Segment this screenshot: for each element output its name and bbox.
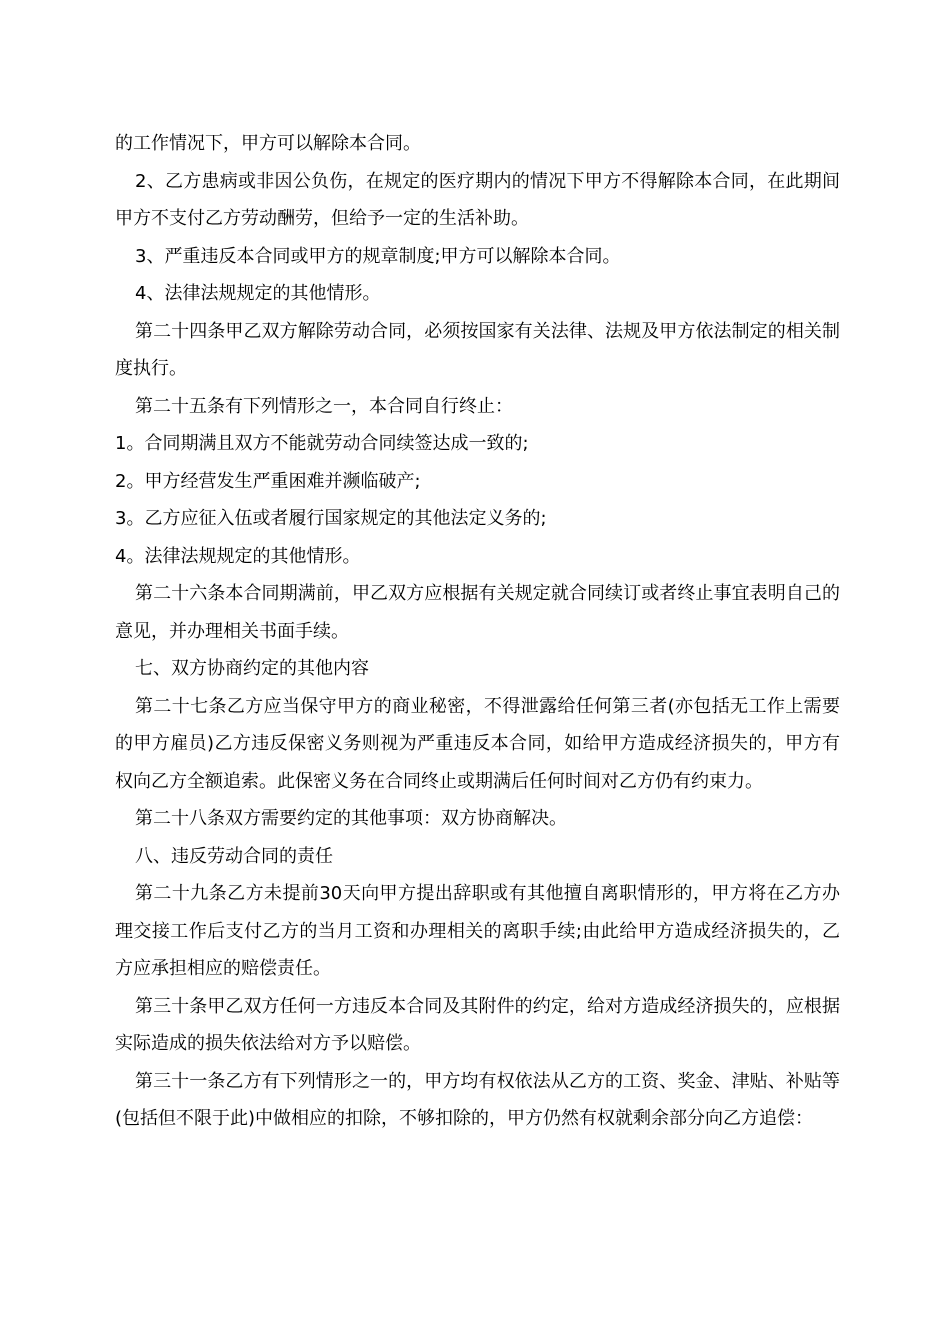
paragraph: 第二十六条本合同期满前，甲乙双方应根据有关规定就合同续订或者终止事宜表明自己的意见，并办理相关书面手续。 <box>115 583 840 642</box>
paragraph: 2、乙方患病或非因公负伤，在规定的医疗期内的情况下甲方不得解除本合同，在此期间甲方不支付乙方劳动酬劳，但给予一定的生活补助。 <box>115 170 840 229</box>
list-item: 3。乙方应征入伍或者履行国家规定的其他法定义务的; <box>115 508 547 529</box>
paragraph: 第三十一条乙方有下列情形之一的，甲方均有权依法从乙方的工资、奖金、津贴、补贴等(包括但不限于此)中做相应的扣除，不够扣除的，甲方仍然有权就剩余部分向乙方追偿： <box>115 1070 840 1129</box>
list-item: 1。合同期满且双方不能就劳动合同续签达成一致的; <box>115 433 529 454</box>
paragraph: 第二十八条双方需要约定的其他事项：双方协商解决。 <box>135 808 567 829</box>
paragraph: 第二十四条甲乙双方解除劳动合同，必须按国家有关法律、法规及甲方依法制定的相关制度执行。 <box>115 320 840 379</box>
paragraph: 第二十五条有下列情形之一，本合同自行终止： <box>135 395 513 417</box>
paragraph: 3、严重违反本合同或甲方的规章制度;甲方可以解除本合同。 <box>135 245 621 267</box>
paragraph: 第二十九条乙方未提前30天向甲方提出辞职或有其他擅自离职情形的，甲方将在乙方办理交接工作后支付乙方的当月工资和办理相关的离职手续;由此给甲方造成经济损失的，乙方应承担相应的赔偿责任。 <box>115 883 840 979</box>
document-page <box>115 125 840 1138</box>
section-heading: 七、双方协商约定的其他内容 <box>135 658 369 679</box>
list-item: 2。甲方经营发生严重困难并濒临破产; <box>115 470 421 492</box>
paragraph: 的工作情况下，甲方可以解除本合同。 <box>115 133 421 154</box>
paragraph: 4、法律法规规定的其他情形。 <box>135 283 381 304</box>
section-heading: 八、违反劳动合同的责任 <box>135 845 333 867</box>
paragraph: 第二十七条乙方应当保守甲方的商业秘密，不得泄露给任何第三者(亦包括无工作上需要的甲方雇员)乙方违反保密义务则视为严重违反本合同，如给甲方造成经济损失的，甲方有权向乙方全额追索。此保密义务在合同终止或期满后任何时间对乙方仍有约束力。 <box>115 695 840 792</box>
list-item: 4。法律法规规定的其他情形。 <box>115 545 361 567</box>
paragraph: 第三十条甲乙双方任何一方违反本合同及其附件的约定，给对方造成经济损失的，应根据实际造成的损失依法给对方予以赔偿。 <box>115 995 840 1054</box>
